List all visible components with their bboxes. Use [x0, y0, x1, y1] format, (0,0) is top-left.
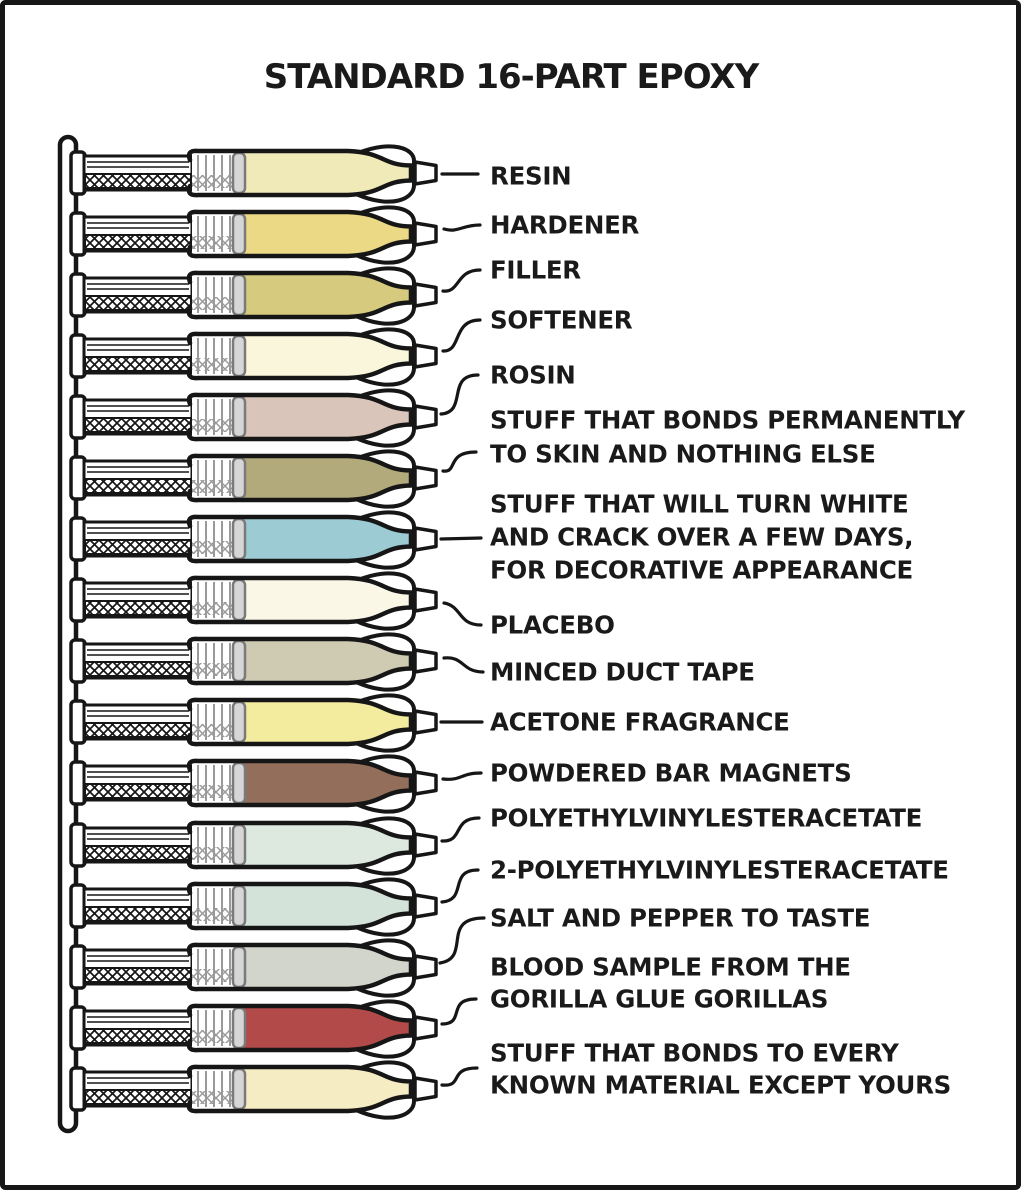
ferrule-crosshatch: [192, 541, 236, 554]
rod-crosshatch: [85, 846, 191, 860]
plunger-seal: [233, 763, 245, 803]
part-label-minced-duct-tape: MINCED DUCT TAPE: [490, 657, 755, 687]
part-label-2-pevac: 2-POLYETHYLVINYLESTERACETATE: [490, 855, 949, 885]
rod-crosshatch: [85, 235, 191, 249]
plunger-seal: [233, 825, 245, 865]
plunger-seal: [233, 1069, 245, 1109]
ferrule-crosshatch: [192, 1091, 236, 1104]
rod-crosshatch: [85, 1029, 191, 1043]
part-label-gorilla-blood: GORILLA GLUE GORILLAS: [490, 984, 829, 1014]
part-label-decorative-cracker: AND CRACK OVER A FEW DAYS,: [490, 522, 914, 552]
part-label-hardener: HARDENER: [490, 210, 640, 240]
ferrule-crosshatch: [192, 297, 236, 310]
nozzle-cap: [415, 650, 436, 672]
ferrule-crosshatch: [192, 724, 236, 737]
rod-crosshatch: [85, 418, 191, 432]
nozzle-cap: [415, 345, 436, 367]
ferrule-crosshatch: [192, 908, 236, 921]
rod-crosshatch: [85, 723, 191, 737]
rod-crosshatch: [85, 784, 191, 798]
plunger-seal: [233, 519, 245, 559]
rod-crosshatch: [85, 479, 191, 493]
part-label-bonds-except-yours: STUFF THAT BONDS TO EVERY: [490, 1038, 899, 1068]
part-label-softener: SOFTENER: [490, 305, 633, 335]
part-label-decorative-cracker: STUFF THAT WILL TURN WHITE: [490, 489, 909, 519]
part-label-salt-and-pepper: SALT AND PEPPER TO TASTE: [490, 903, 871, 933]
nozzle-cap: [415, 223, 436, 245]
rod-crosshatch: [85, 907, 191, 921]
part-label-skin-bonder: TO SKIN AND NOTHING ELSE: [490, 439, 876, 469]
plunger-seal: [233, 275, 245, 315]
nozzle-cap: [415, 406, 436, 428]
plunger-seal: [233, 397, 245, 437]
rod-crosshatch: [85, 540, 191, 554]
ferrule-crosshatch: [192, 969, 236, 982]
nozzle-cap: [415, 528, 436, 550]
part-label-pevac: POLYETHYLVINYLESTERACETATE: [490, 803, 923, 833]
plunger-seal: [233, 336, 245, 376]
ferrule-crosshatch: [192, 419, 236, 432]
part-label-powdered-magnets: POWDERED BAR MAGNETS: [490, 758, 852, 788]
rod-crosshatch: [85, 968, 191, 982]
nozzle-cap: [415, 895, 436, 917]
plunger-seal: [233, 702, 245, 742]
nozzle-cap: [415, 284, 436, 306]
plunger-seal: [233, 458, 245, 498]
nozzle-cap: [415, 711, 436, 733]
plunger-seal: [233, 886, 245, 926]
nozzle-cap: [415, 956, 436, 978]
plunger-seal: [233, 214, 245, 254]
part-label-filler: FILLER: [490, 255, 581, 285]
part-label-bonds-except-yours: KNOWN MATERIAL EXCEPT YOURS: [490, 1070, 952, 1100]
plunger-seal: [233, 947, 245, 987]
nozzle-cap: [415, 1017, 436, 1039]
rod-crosshatch: [85, 174, 191, 188]
plunger-seal: [233, 1008, 245, 1048]
nozzle-cap: [415, 589, 436, 611]
rod-crosshatch: [85, 1090, 191, 1104]
plunger-seal: [233, 580, 245, 620]
part-label-decorative-cracker: FOR DECORATIVE APPEARANCE: [490, 555, 913, 585]
ferrule-crosshatch: [192, 602, 236, 615]
ferrule-crosshatch: [192, 236, 236, 249]
rod-crosshatch: [85, 601, 191, 615]
ferrule-crosshatch: [192, 175, 236, 188]
ferrule-crosshatch: [192, 785, 236, 798]
comic-title: STANDARD 16-PART EPOXY: [263, 57, 759, 97]
leader-line: [441, 538, 481, 539]
plunger-seal: [233, 641, 245, 681]
rod-crosshatch: [85, 296, 191, 310]
part-label-resin: RESIN: [490, 161, 572, 191]
nozzle-cap: [415, 772, 436, 794]
nozzle-cap: [415, 162, 436, 184]
part-label-rosin: ROSIN: [490, 360, 576, 390]
nozzle-cap: [415, 834, 436, 856]
part-label-acetone-fragrance: ACETONE FRAGRANCE: [490, 707, 790, 737]
ferrule-crosshatch: [192, 663, 236, 676]
nozzle-cap: [415, 1078, 436, 1100]
ferrule-crosshatch: [192, 480, 236, 493]
rod-crosshatch: [85, 662, 191, 676]
ferrule-crosshatch: [192, 1030, 236, 1043]
part-label-skin-bonder: STUFF THAT BONDS PERMANENTLY: [490, 405, 965, 435]
nozzle-cap: [415, 467, 436, 489]
ferrule-crosshatch: [192, 358, 236, 371]
rod-crosshatch: [85, 357, 191, 371]
part-label-placebo: PLACEBO: [490, 610, 615, 640]
part-label-gorilla-blood: BLOOD SAMPLE FROM THE: [490, 952, 851, 982]
plunger-seal: [233, 153, 245, 193]
ferrule-crosshatch: [192, 847, 236, 860]
